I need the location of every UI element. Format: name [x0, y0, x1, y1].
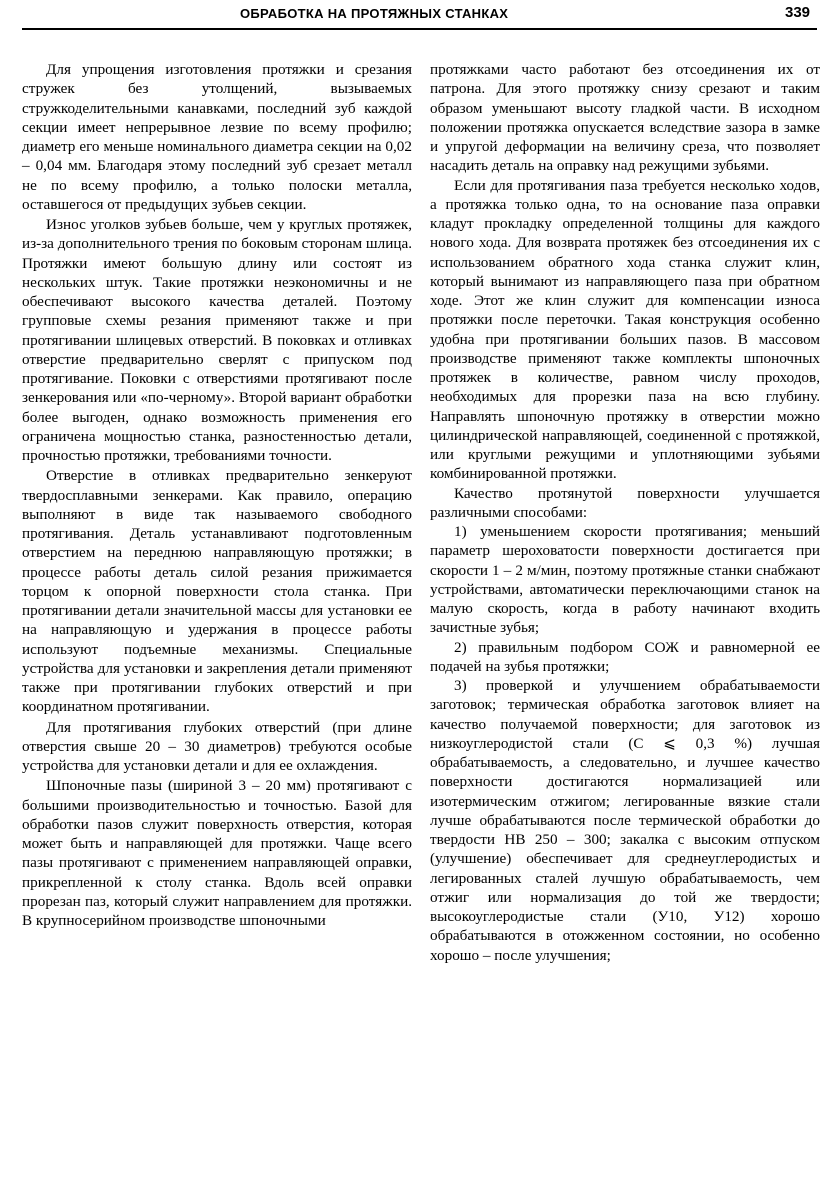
header-rule	[22, 28, 817, 30]
paragraph-continuation: протяжками часто работают без отсоединения их от патрона. Для этого протяжку снизу срезают и таким образом уменьшают высоту гладкой части. В исходном положении протяжка опускается вследствие зазора в замке и упругой деформации на величину среза, что позволяет насадить деталь на оправку над режущими зубьями.	[430, 61, 820, 175]
left-column	[22, 60, 412, 930]
paragraph: Для упрощения изготовления протяжки и срезания стружек без утолщений, вызываемых стружкоделительными канавками, последний зуб каждой секции имеет непрерывное лезвие по всему профилю; диаметр его меньше номинального диаметра секции на 0,02 – 0,04 мм. Благодаря этому последний зуб срезает металл не по всему профилю, а только полоски металла, оставшегося от предыдущих зубьев секции.	[22, 61, 412, 213]
paragraph: Износ уголков зубьев больше, чем у круглых протяжек, из-за дополнительного трения по боковым сторонам шлица. Протяжки имеют большую длину или состоят из нескольких штук. Такие протяжки неэкономичны и не обеспечивают высокого качества деталей. Поэтому групповые схемы резания применяют также и при протягивании шлицевых отверстий. В поковках и отливках отверстие предварительно сверлят с припуском под протягивание. Поковки с отверстиями протягивают после зенкерования или «по-черному». Второй вариант обработки более выгоден, однако возможность применения его ограничена мощностью станка, разностенностью детали, прочностью протяжки, требованиями точности.	[22, 216, 412, 464]
list-item: 2) правильным подбором СОЖ и равномерной ее подачей на зубья протяжки;	[430, 638, 820, 675]
running-title: ОБРАБОТКА НА ПРОТЯЖНЫХ СТАНКАХ	[240, 6, 509, 21]
paragraph: Отверстие в отливках предварительно зенкеруют твердосплавными зенкерами. Как правило, операцию выполняют в виде так называемого свободного протягивания. Деталь устанавливают подготовленным отверстием на переднюю направляющую протяжки; в процессе работы деталь силой резания прижимается торцом к опорной поверхности стола станка. При протягивании детали значительной массы для установки ее на направляющую и удержания в процессе работы используют подъемные механизмы. Специальные устройства для установки и закрепления детали применяют также при протягивании глубоких отверстий и при координатном протягивании.	[22, 467, 412, 716]
page-header	[0, 0, 831, 30]
paragraph: Если для протягивания паза требуется несколько ходов, а протяжка только одна, то на основание паза оправки кладут прокладку определенной толщины для каждого нового хода. Для возврата протяжек без отсоединения их с использованием обратного хода станка служит клин, который вынимают из направляющего паза при обратном ходе. Этот же клин служит для компенсации износа протяжки после переточки. Такая конструкция особенно удобна при протягивании больших пазов. В массовом производстве применяют также комплекты шпоночных протяжек в количестве, равном числу проходов, необходимых для прорезки паза на всю глубину. Направлять шпоночную протяжку в отверстии можно цилиндрической направляющей, соединенной с протяжкой, или круглыми режущими и уплотняющими зубьями комбинированной протяжки.	[430, 176, 820, 483]
list-item: 1) уменьшением скорости протягивания; меньший параметр шероховатости поверхности достигается при скорости 1 – 2 м/мин, поэтому протяжные станки снабжают устройствами, автоматически переключающими станок на малую скорость, когда в работу начинают входить зачистные зубья;	[430, 523, 820, 637]
paragraph: Для протягивания глубоких отверстий (при длине отверстия свыше 20 – 30 диаметров) требуются особые устройства для установки детали и для ее охлаждения.	[22, 718, 412, 774]
paragraph: Качество протянутой поверхности улучшается различными способами:	[430, 484, 820, 521]
right-column	[430, 60, 820, 965]
list-item: 3) проверкой и улучшением обрабатываемости заготовок; термическая обработка заготовок влияет на качество получаемой поверхности; для заготовок из низкоуглеродистой стали (C ⩽ 0,3 %) лучшая обрабатываемость, а следовательно, и лучшее качество поверхности достигаются нормализацией или изотермическим отжигом; легированные вязкие стали лучше обрабатываются после термической обработки до твердости HB 250 – 300; закалка с высоким отпуском (улучшение) обеспечивает для среднеуглеродистых и легированных сталей лучшую обрабатываемость, чем отжиг или нормализация до той же твердости; высокоуглеродистые стали (У10, У12) хорошо обрабатываются в отожженном состоянии, но особенно хорошо – после улучшения;	[430, 677, 820, 964]
paragraph: Шпоночные пазы (шириной 3 – 20 мм) протягивают с большими производительностью и точностью. Базой для обработки пазов служит поверхность отверстия, которая может быть и направляющей для протяжки. Чаще всего пазы протягивают с применением направляющей оправки, прикрепленной к столу станка. Вдоль всей оправки прорезан паз, который служит направлением для протяжки. В крупносерийном производстве шпоночными	[22, 777, 412, 929]
page-number: 339	[785, 4, 811, 21]
